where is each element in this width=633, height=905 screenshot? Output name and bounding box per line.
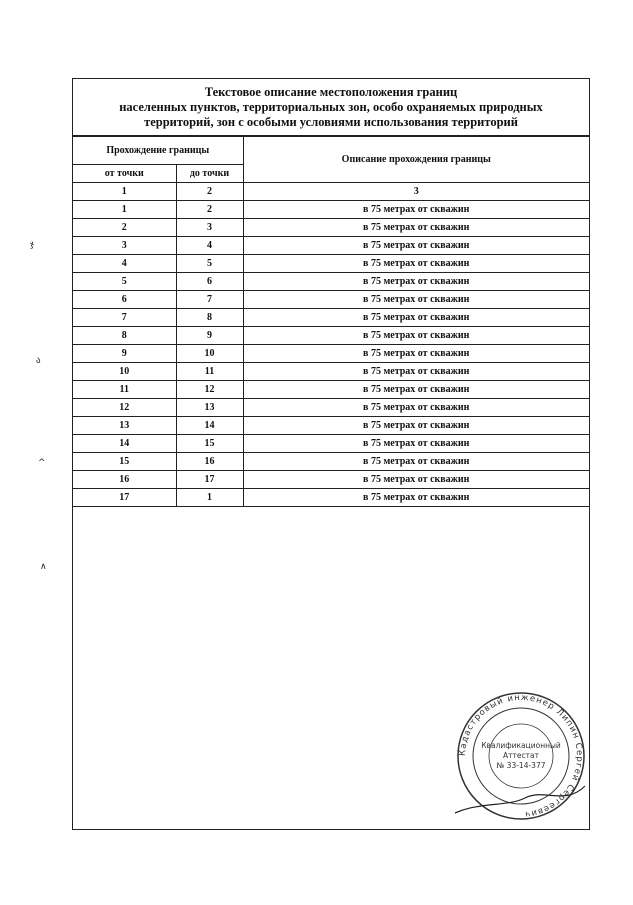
cell-desc: в 75 метрах от скважин	[243, 327, 589, 345]
table-row	[73, 201, 589, 219]
cell-to: 9	[176, 327, 243, 345]
cell-from: 10	[73, 363, 176, 381]
cell-to: 10	[176, 345, 243, 363]
cell-to: 8	[176, 309, 243, 327]
cell-from: 14	[73, 435, 176, 453]
title-line-3: территорий, зон с особыми условиями использования территорий	[144, 115, 518, 129]
cell-desc: в 75 метрах от скважин	[243, 237, 589, 255]
margin-mark-4: ∧	[40, 562, 47, 572]
table-row	[73, 489, 589, 507]
stamp-outer-text: Кадастровый инженер Липин Сергей Сергеевич	[457, 692, 585, 819]
cell-to: 13	[176, 399, 243, 417]
cell-to: 12	[176, 381, 243, 399]
title-line-1: Текстовое описание местоположения границ	[204, 85, 458, 99]
cell-desc: в 75 метрах от скважин	[243, 399, 589, 417]
cell-from: 3	[73, 237, 176, 255]
cell-to: 14	[176, 417, 243, 435]
cell-to: 5	[176, 255, 243, 273]
cell-desc: в 75 метрах от скважин	[243, 417, 589, 435]
stamp-line-2: Аттестат	[503, 751, 539, 760]
cell-from: 6	[73, 291, 176, 309]
header-boundary-passage: Прохождение границы	[73, 137, 243, 165]
cell-desc: в 75 метрах от скважин	[243, 435, 589, 453]
cadastral-engineer-stamp	[455, 690, 587, 822]
table-row	[73, 381, 589, 399]
index-cell: 3	[243, 183, 589, 201]
margin-mark-2: ა	[36, 356, 41, 366]
table-row	[73, 273, 589, 291]
header-to-point: до точки	[176, 165, 243, 183]
cell-to: 7	[176, 291, 243, 309]
table-row	[73, 417, 589, 435]
cell-from: 11	[73, 381, 176, 399]
cell-to: 4	[176, 237, 243, 255]
cell-from: 2	[73, 219, 176, 237]
cell-from: 17	[73, 489, 176, 507]
cell-desc: в 75 метрах от скважин	[243, 255, 589, 273]
cell-desc: в 75 метрах от скважин	[243, 471, 589, 489]
table-row	[73, 327, 589, 345]
header-from-point: от точки	[73, 165, 176, 183]
cell-to: 11	[176, 363, 243, 381]
table-row	[73, 219, 589, 237]
index-cell: 1	[73, 183, 176, 201]
table-row	[73, 435, 589, 453]
cell-desc: в 75 метрах от скважин	[243, 381, 589, 399]
cell-from: 7	[73, 309, 176, 327]
cell-desc: в 75 метрах от скважин	[243, 219, 589, 237]
table-row	[73, 291, 589, 309]
margin-mark-3: ^	[38, 458, 46, 468]
cell-to: 2	[176, 201, 243, 219]
stamp-line-3: № 33-14-377	[496, 761, 546, 770]
cell-desc: в 75 метрах от скважин	[243, 291, 589, 309]
cell-from: 5	[73, 273, 176, 291]
cell-to: 3	[176, 219, 243, 237]
table-row	[73, 399, 589, 417]
boundary-table	[73, 136, 589, 507]
cell-from: 4	[73, 255, 176, 273]
table-row	[73, 237, 589, 255]
table-row	[73, 255, 589, 273]
title-line-2: населенных пунктов, территориальных зон, особо охраняемых природных	[119, 100, 543, 114]
index-cell: 2	[176, 183, 243, 201]
cell-from: 16	[73, 471, 176, 489]
cell-to: 6	[176, 273, 243, 291]
cell-desc: в 75 метрах от скважин	[243, 345, 589, 363]
cell-desc: в 75 метрах от скважин	[243, 363, 589, 381]
stamp-line-1: Квалификационный	[481, 741, 561, 750]
margin-mark-1: ჯ	[30, 240, 35, 250]
cell-desc: в 75 метрах от скважин	[243, 489, 589, 507]
table-row	[73, 453, 589, 471]
cell-from: 15	[73, 453, 176, 471]
cell-from: 12	[73, 399, 176, 417]
document-title	[73, 79, 589, 136]
cell-desc: в 75 метрах от скважин	[243, 201, 589, 219]
cell-to: 1	[176, 489, 243, 507]
header-description: Описание прохождения границы	[243, 137, 589, 183]
cell-to: 15	[176, 435, 243, 453]
cell-desc: в 75 метрах от скважин	[243, 273, 589, 291]
cell-to: 17	[176, 471, 243, 489]
index-row	[73, 183, 589, 201]
cell-desc: в 75 метрах от скважин	[243, 453, 589, 471]
cell-from: 13	[73, 417, 176, 435]
table-row	[73, 345, 589, 363]
table-row	[73, 471, 589, 489]
cell-from: 9	[73, 345, 176, 363]
cell-desc: в 75 метрах от скважин	[243, 309, 589, 327]
table-row	[73, 363, 589, 381]
cell-to: 16	[176, 453, 243, 471]
cell-from: 1	[73, 201, 176, 219]
table-row	[73, 309, 589, 327]
cell-from: 8	[73, 327, 176, 345]
